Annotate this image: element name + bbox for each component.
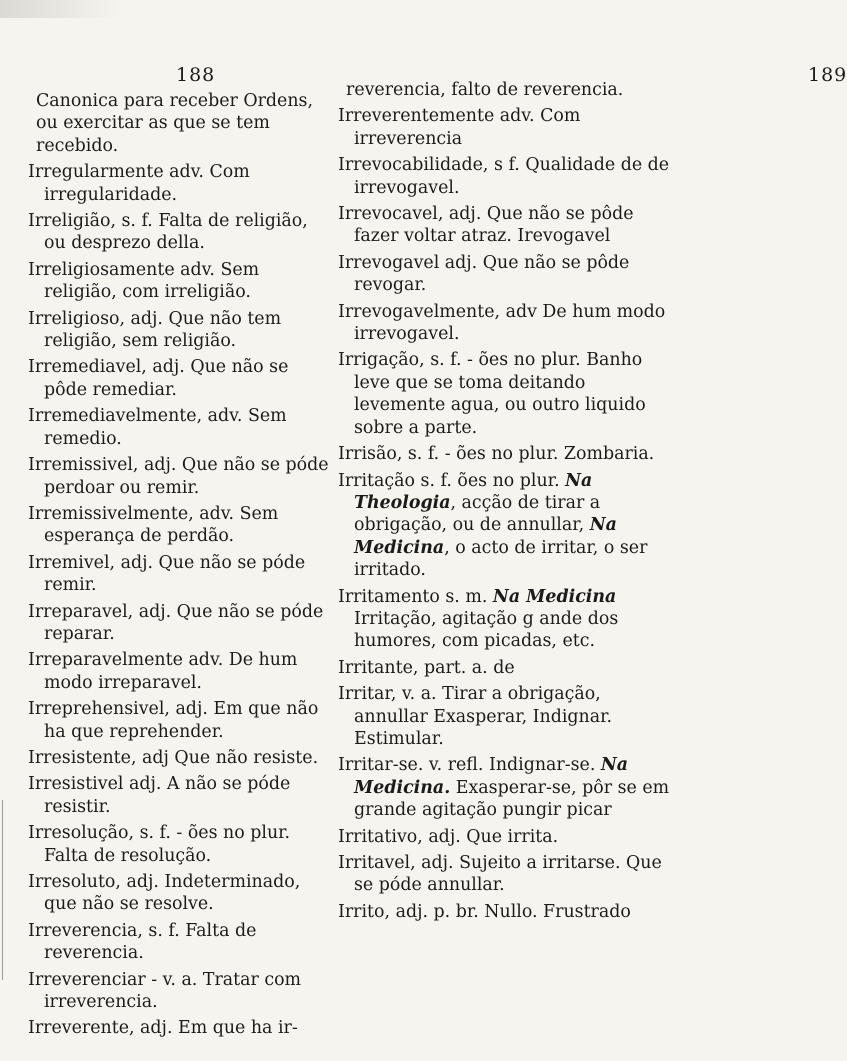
entry-text: reverencia, falto de reverencia.: [346, 80, 624, 100]
dictionary-entry: [338, 826, 678, 848]
dictionary-entry: [338, 470, 678, 582]
dictionary-entry: Irresolução, s. f. - ões no plur. Falta de resolução.: [28, 823, 291, 866]
dictionary-entry: [338, 349, 678, 439]
dictionary-entry: Irreverenciar - v. a. Tratar com irreverencia.: [28, 969, 302, 1013]
entry-text: Irrisão, s. f. - ões no plur. Zombaria.: [338, 444, 655, 465]
dictionary-entry: [338, 852, 678, 897]
dictionary-entry: Canonica para receber Ordens, ou exercitar as que se tem recebido.: [36, 91, 314, 156]
dictionary-entry: Irresistivel adj. A não se póde resistir.: [28, 774, 291, 817]
dictionary-entry: [338, 443, 678, 465]
dictionary-entry: [338, 252, 678, 297]
italic-subject-label: Na Theologia: [354, 470, 593, 513]
right-entries: [338, 79, 678, 927]
dictionary-entry: [338, 79, 678, 101]
dictionary-entry: Irreligião, s. f. Falta de religião, ou desprezo della.: [28, 211, 308, 254]
entry-text: Irrigação, s. f. - ões no plur. Banho leve que se toma deitando levemente agua, ou outro liquido sobre a parte.: [338, 350, 646, 438]
dictionary-entry: Irreverente, adj. Em que ha ir-: [28, 1018, 298, 1039]
page-smudge: [0, 0, 120, 18]
entry-text: Irritavel, adj. Sujeito a irritarse. Que se póde annullar.: [338, 853, 662, 896]
dictionary-entry: Irresistente, adj Que não resiste.: [28, 747, 319, 768]
dictionary-entry: Irreligiosamente adv. Sem religião, com irreligião.: [28, 259, 260, 303]
entry-text: Irritação s. f. ões no plur.: [338, 470, 566, 491]
dictionary-entry: Irreparavelmente adv. De hum modo irreparavel.: [28, 650, 298, 693]
entry-text: Irritar-se. v. refl. Indignar-se.: [338, 755, 601, 776]
dictionary-entry: Irreparavel, adj. Que não se póde reparar.: [28, 601, 324, 644]
dictionary-entry: Irremediavelmente, adv. Sem remedio.: [28, 406, 287, 449]
dictionary-entry: Irreprehensivel, adj. Em que não ha que reprehender.: [28, 699, 319, 742]
entry-text: Irritativo, adj. Que irrita.: [338, 826, 559, 847]
entry-text: Irrevogavelmente, adv De hum modo irrevogavel.: [338, 301, 666, 345]
dictionary-entry: [338, 105, 678, 150]
dictionary-entry: Irremissivelmente, adv. Sem esperança de perdão.: [28, 503, 279, 547]
left-entries: [28, 90, 333, 1044]
dictionary-entry: Irresoluto, adj. Indeterminado, que não se resolve.: [28, 872, 301, 915]
dictionary-entry: [338, 901, 678, 923]
entry-text: Irritante, part. a. de: [338, 657, 515, 678]
dictionary-entry: Irreligioso, adj. Que não tem religião, sem religião.: [28, 308, 282, 352]
dictionary-entry: [338, 657, 678, 679]
dictionary-entry: [338, 203, 678, 248]
entry-text: Irrevocavel, adj. Que não se pôde fazer voltar atraz. Irevogavel: [338, 204, 634, 247]
entry-text: Irritação, agitação g ande dos humores, com picadas, etc.: [354, 608, 619, 652]
dictionary-entry: [338, 683, 678, 750]
dictionary-entry: [338, 154, 678, 199]
dictionary-entry: [338, 754, 678, 821]
entry-text: , o acto de irritar, o ser irritado.: [354, 537, 648, 581]
entry-text: Irrito, adj. p. br. Nullo. Frustrado: [338, 901, 631, 922]
left-page-number: 188: [176, 64, 216, 86]
entry-text: Irrevocabilidade, s f. Qualidade de de irrevogavel.: [338, 155, 670, 198]
dictionary-entry: [338, 301, 678, 346]
entry-text: , acção de tirar a obrigação, ou de annullar,: [354, 492, 601, 536]
italic-subject-label: Na Medicina: [354, 515, 617, 558]
dictionary-entry: Irremediavel, adj. Que não se pôde remediar.: [28, 357, 289, 400]
italic-subject-label: Na Medicina.: [354, 755, 629, 798]
entry-text: Irritar, v. a. Tirar a obrigação, annullar Exasperar, Indignar. Estimular.: [338, 684, 613, 749]
dictionary-entry: Irregularmente adv. Com irregularidade.: [28, 162, 250, 205]
right-page-number: 189: [808, 64, 847, 86]
entry-text: Irritamento s. m.: [338, 586, 493, 607]
entry-text: Irreverentemente adv. Com irreverencia: [338, 106, 581, 149]
dictionary-entry: Irremissivel, adj. Que não se póde perdoar ou remir.: [28, 455, 329, 498]
dictionary-entry: [338, 586, 678, 653]
binding-shadow: [2, 800, 3, 980]
entry-text: Irrevogavel adj. Que não se pôde revogar.: [338, 252, 630, 296]
italic-subject-label: Na Medicina: [492, 586, 617, 607]
entry-text: Exasperar-se, pôr se em grande agitação pungir picar: [354, 777, 670, 821]
dictionary-entry: Irreverencia, s. f. Falta de reverencia.: [28, 920, 257, 964]
dictionary-entry: Irremivel, adj. Que não se póde remir.: [28, 552, 306, 596]
